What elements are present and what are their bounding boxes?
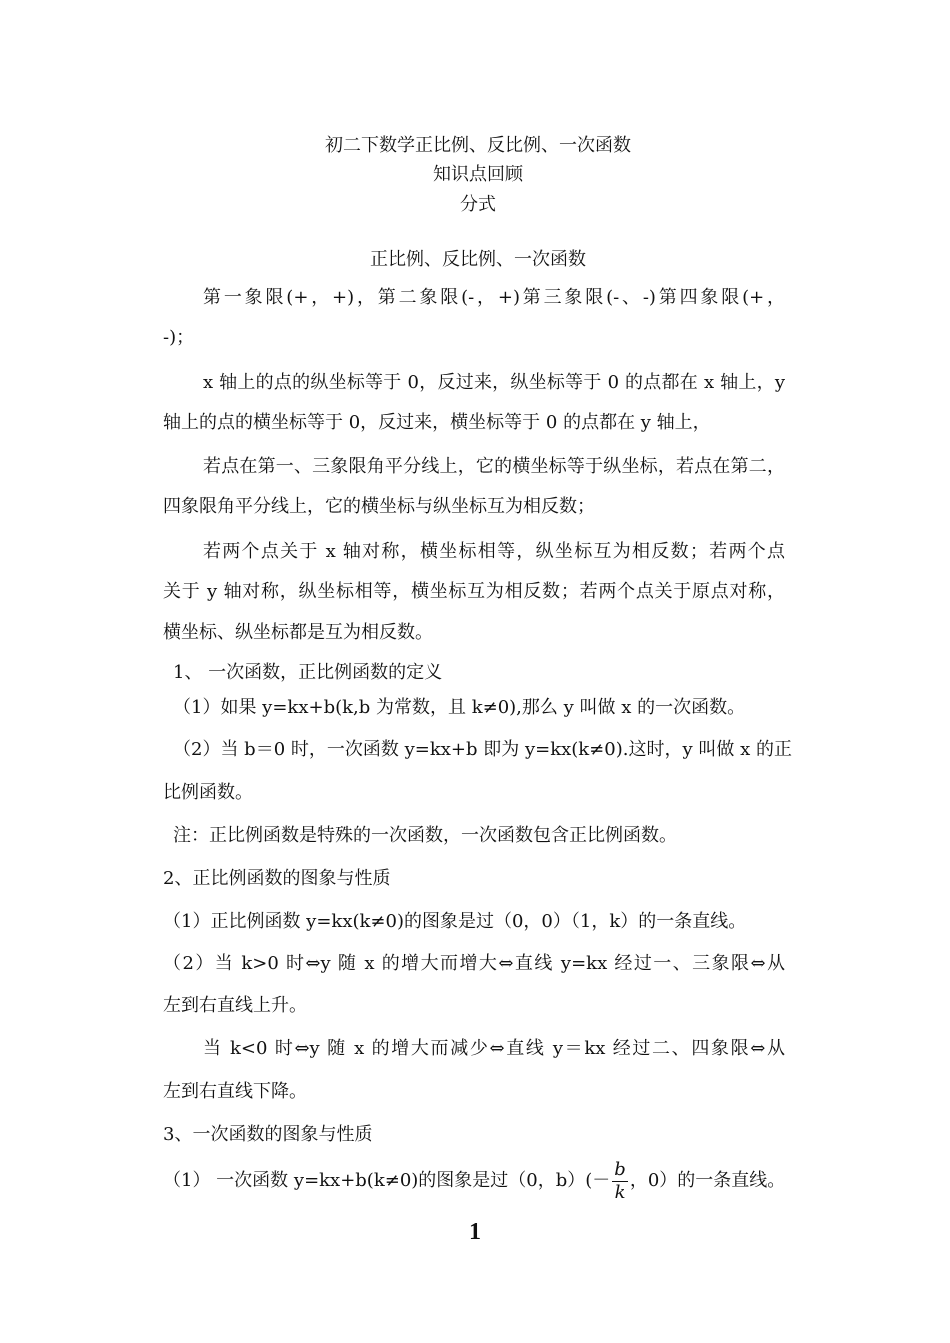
proportional-item-1: （1）正比例函数 y=kx(k≠0)的图象是过（0，0）（1，k）的一条直线。 [163,911,747,932]
axis-points-line-1: x 轴上的点的纵坐标等于 0，反过来，纵坐标等于 0 的点都在 x 轴上，y [203,372,785,393]
bisector-line-1: 若点在第一、三象限角平分线上，它的横坐标等于纵坐标，若点在第二， [203,456,785,477]
linear-item-1-prefix: （1） 一次函数 y=kx+b(k≠0)的图象是过（0，b）(－ [163,1170,611,1191]
linear-item-1 [163,1157,793,1205]
definition-item-2-line-2: 比例函数。 [163,782,253,803]
definition-note: 注：正比例函数是特殊的一次函数，一次函数包含正比例函数。 [173,825,677,846]
definition-item-1: （1）如果 y=kx+b(k,b 为常数，且 k≠0),那么 y 叫做 x 的一次函数。 [173,697,746,718]
proportional-item-3-line-1: 当 k<0 时⇔y 随 x 的增大而减少⇔直线 y＝kx 经过二、四象限⇔从 [203,1038,785,1059]
linear-heading: 3、一次函数的图象与性质 [163,1124,373,1145]
section-heading: 正比例、反比例、一次函数 [370,249,586,270]
definition-heading: 1、 一次函数，正比例函数的定义 [173,662,443,683]
quadrant-text-line-1: 第一象限(+，+)，第二象限(-，+)第三象限(-、-)第四象限(+， [203,287,785,308]
title-line-2: 知识点回顾 [433,164,523,185]
fraction-numerator: b [614,1158,626,1180]
proportional-heading: 2、正比例函数的图象与性质 [163,868,391,889]
bisector-line-2: 四象限角平分线上，它的横坐标与纵坐标互为相反数； [163,496,595,517]
fraction-denominator: k [614,1181,626,1203]
definition-item-2-line-1: （2）当 b＝0 时，一次函数 y=kx+b 即为 y=kx(k≠0).这时，y 叫做 x 的正 [173,739,792,760]
linear-item-1-suffix: ，0）的一条直线。 [629,1170,786,1191]
proportional-item-2-line-2: 左到右直线上升。 [163,995,307,1016]
title-line-3: 分式 [460,194,496,215]
symmetry-line-3: 横坐标、纵坐标都是互为相反数。 [163,622,433,643]
quadrant-text-line-2: -)； [163,327,195,348]
page-number: 1 [469,1219,481,1245]
proportional-item-3-line-2: 左到右直线下降。 [163,1081,307,1102]
symmetry-line-1: 若两个点关于 x 轴对称，横坐标相等，纵坐标互为相反数；若两个点 [203,541,785,562]
symmetry-line-2: 关于 y 轴对称，纵坐标相等，横坐标互为相反数；若两个点关于原点对称， [163,581,785,602]
axis-points-line-2: 轴上的点的横坐标等于 0，反过来，横坐标等于 0 的点都在 y 轴上， [163,412,711,433]
fraction-b-over-k [612,1159,628,1204]
title-line-1: 初二下数学正比例、反比例、一次函数 [325,135,631,156]
proportional-item-2-line-1: （2）当 k>0 时⇔y 随 x 的增大而增大⇔直线 y=kx 经过一、三象限⇔从 [163,953,785,974]
